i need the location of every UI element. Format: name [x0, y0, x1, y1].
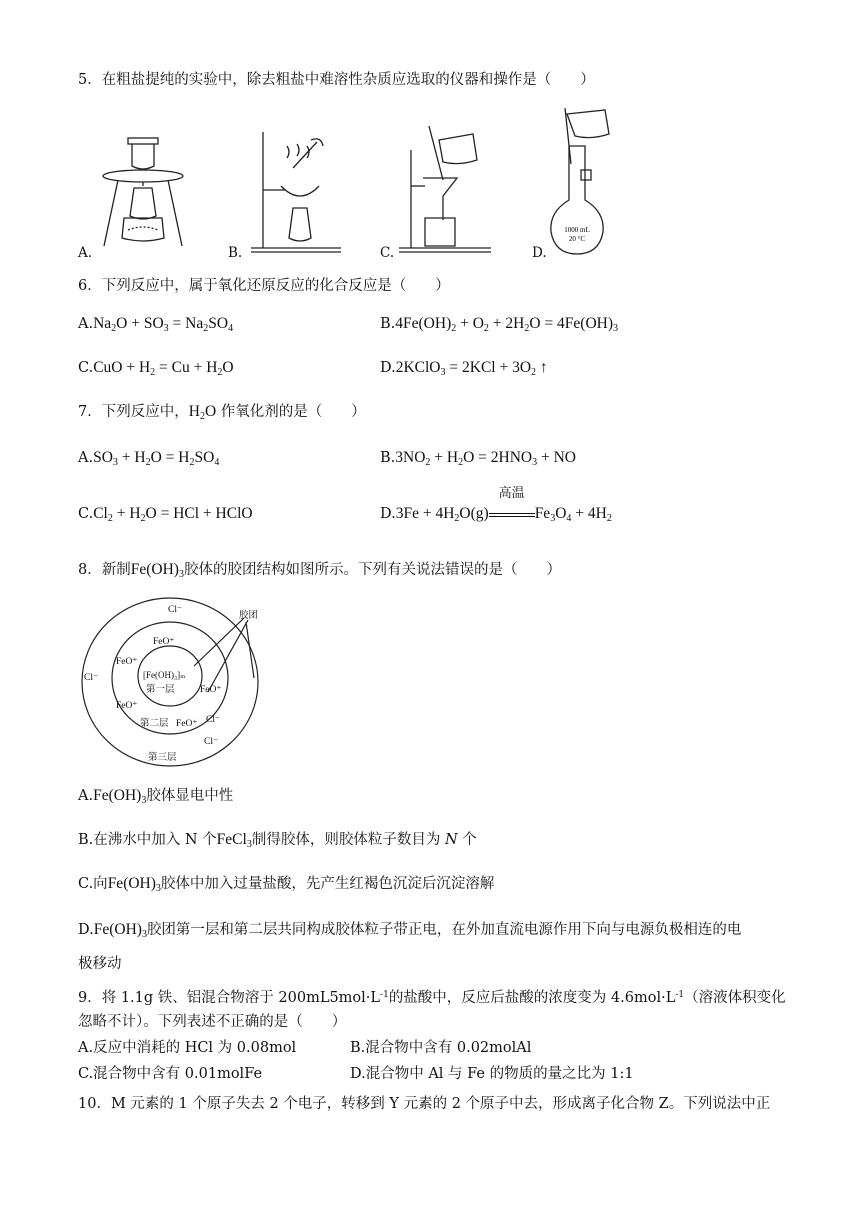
micelle-core: [Fe(OH)₃]ₘ [143, 670, 186, 680]
apparatus-a-image [94, 126, 194, 256]
cl-ion: Cl⁻ [168, 605, 182, 615]
q9-option-c: C.混合物中含有 0.01molFe [78, 1066, 263, 1082]
q6-option-c: $C.CuO + H_2 = Cu + H_2O$ [78, 359, 234, 378]
q7-option-b: $B.3NO_2 + H_2O = 2HNO_3$ + NO [380, 449, 577, 468]
layer-1-label: 第一层 [146, 685, 175, 695]
q6-option-a: $A.Na_2O + SO_3 = Na_2SO_4$ [78, 315, 234, 334]
cl-ion: Cl⁻ [204, 737, 218, 747]
apparatus-b-image [245, 128, 345, 256]
option-c-label: C. [380, 245, 395, 261]
cl-ion: Cl⁻ [206, 715, 220, 725]
feo-ion: FeO⁺ [116, 657, 138, 667]
apparatus-d-image [545, 104, 635, 258]
question-5-stem: 5．在粗盐提纯的实验中，除去粗盐中难溶性杂质应选取的仪器和操作是（ ） [78, 72, 595, 88]
reaction-condition: 高温 [498, 486, 525, 501]
option-a-label: A. [78, 245, 93, 261]
q8-option-b: B.在沸水中加入 N 个FeCl$_3$制得胶体，则胶体粒子数目为 N 个 [78, 831, 477, 850]
option-b-label: B. [228, 245, 243, 261]
colloid-label: 胶团 [238, 611, 258, 621]
option-d-label: D. [532, 245, 547, 261]
question-9-stem-line2: 忽略不计）。下列表述不正确的是（ ） [78, 1014, 347, 1030]
question-9-stem: 9．将 1.1g 铁、铝混合物溶于 $200mL5mol\cdot L^{-1}$的盐酸中，反应后盐酸的浓度变为 $4.6mol\cdot L^{-1}$（溶液体积变化 [78, 990, 786, 1006]
flask-volume-label: 1000 mL [564, 226, 590, 234]
question-10-stem: 10．M 元素的 1 个原子失去 2 个电子，转移到 Y 元素的 2 个原子中去，形成离子化合物 Z。下列说法中正 [78, 1096, 771, 1112]
q7-option-d: $D.3Fe + 4H_2O(g)$ 高温 $Fe_3O_4 + 4H_2$ [380, 486, 612, 524]
question-7-stem: 7．下列反应中，$H_2O$ 作氧化剂的是（ ） [78, 403, 366, 422]
q9-option-d: D.混合物中 Al 与 Fe 的物质的量之比为 1:1 [350, 1066, 634, 1082]
q8-option-d: $D.Fe(OH)_3$胶团第一层和第二层共同构成胶体粒子带正电，在外加直流电源作用下向与电源负极相连的电 [78, 921, 742, 940]
cl-ion: Cl⁻ [84, 673, 98, 683]
feo-ion: FeO⁺ [200, 685, 222, 695]
feo-ion: FeO⁺ [176, 719, 198, 729]
q7-option-a: $A.SO_3 + H_2O = H_2SO_4$ [78, 449, 220, 468]
micelle-diagram [76, 592, 276, 772]
q8-option-a: $A.Fe(OH)_3$胶体显电中性 [78, 787, 234, 806]
layer-3-label: 第三层 [148, 753, 177, 763]
feo-ion: FeO⁺ [153, 637, 175, 647]
q9-option-a: A.反应中消耗的 HCl 为 0.08mol [78, 1040, 297, 1056]
question-8-stem: 8．新制$Fe(OH)_3$胶体的胶团结构如图所示。下列有关说法错误的是（ ） [78, 561, 561, 580]
question-6-stem: 6．下列反应中，属于氧化还原反应的化合反应是（ ） [78, 278, 450, 294]
layer-2-label: 第二层 [140, 719, 169, 729]
flask-temp-label: 20 °C [568, 235, 586, 243]
q7-option-c: $C.Cl_2 + H_2O$ = HCl + HClO [78, 505, 253, 524]
apparatus-c-image [395, 120, 495, 256]
feo-ion: FeO⁺ [116, 701, 138, 711]
q6-option-b: $B.4Fe(OH)_2 + O_2 + 2H_2O = 4Fe(OH)_3$ [380, 315, 619, 334]
q8-option-d-cont: 极移动 [78, 956, 122, 972]
q9-option-b: B.混合物中含有 0.02molAl [350, 1040, 532, 1056]
q6-option-d: D.2KClO$_3$ = $2KCl + 3O_2$ ↑ [380, 359, 548, 378]
q8-option-c: C.向$Fe(OH)_3$胶体中加入过量盐酸，先产生红褐色沉淀后沉淀溶解 [78, 875, 495, 894]
